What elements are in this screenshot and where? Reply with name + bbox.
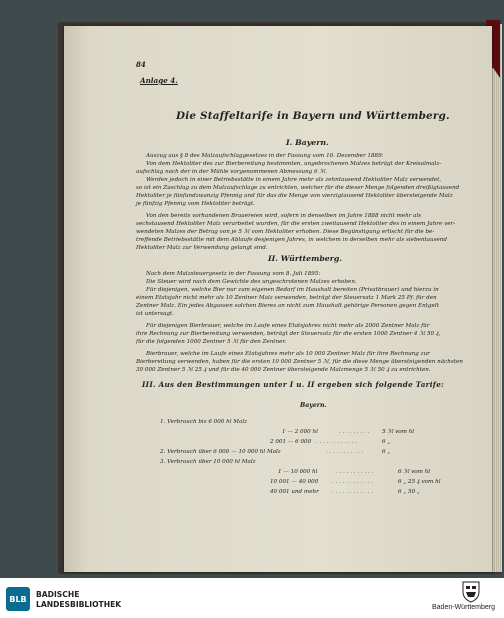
- book-page: [64, 26, 492, 572]
- table-leader: . . . . . . . . . . .: [326, 449, 364, 455]
- text-line: Die Steuer wird nach dem Gewichte des ungeschrotenen Malzes erhoben.: [146, 279, 357, 285]
- table-leader: . . . . . . . . . . . .: [332, 479, 373, 485]
- text-line: Zentner Malz. Ein jedes Abgassen solchen Bieres an nicht zum Haushalt gehörige Personen gegen Entgelt: [136, 303, 439, 309]
- table-row-label: 3. Verbrauch über 10 000 hl Malz: [160, 459, 256, 465]
- table-leader: . . . . . . . . . . . .: [332, 489, 373, 495]
- text-line: wendeten Malzes der Betrag von je 5 ℳ vom Hektoliter erhoben. Diese Begünstigung erlischt für die be-: [136, 229, 435, 235]
- text-line: Hektoliter Malz zur Verwendung gelangt sind.: [136, 245, 268, 251]
- appendix-label: Anlage 4.: [140, 76, 178, 85]
- page-edges: [492, 24, 502, 572]
- section-heading-tarife: III. Aus den Bestimmungen unter I u. II ergeben sich folgende Tarife:: [142, 380, 445, 389]
- text-line: Auszug aus § 8 des Malzaufschlaggesetzes in der Fassung vom 10. Dezember 1889:: [146, 153, 384, 159]
- text-line: je fünfzig Pfennig vom Hektoliter beträgt.: [136, 201, 255, 207]
- text-line: so ist ein Zuschlag zu dem Malzaufschlage zu entrichten, welcher für die dieser Menge folgenden dreißigtausend: [136, 185, 460, 191]
- text-line: Nach dem Malzsteuergesetz in der Fassung vom 8. Juli 1895:: [146, 271, 321, 277]
- table-row-value: 6 „: [382, 449, 391, 455]
- library-name-line2: LANDESBIBLIOTHEK: [36, 600, 122, 609]
- text-line: sechstausend Hektoliter Malz verarbeitet wurden, für die ersten zweitausend Hektoliter des in einem Jahre ver-: [136, 221, 456, 227]
- table-leader: . . . . . . . . . . . .: [316, 439, 357, 445]
- page-number: 84: [136, 60, 146, 69]
- section-heading-bayern: I. Bayern.: [286, 138, 329, 147]
- table-leader: . . . . . . . . .: [339, 429, 370, 435]
- state-label: Baden-Württemberg: [432, 604, 496, 611]
- blb-logo[interactable]: [6, 587, 30, 611]
- table-row-label: 2 001 — 6 000: [270, 439, 312, 445]
- table-row-value: 6 „ 50 „: [398, 489, 420, 495]
- text-line: Für diejenigen, welche Bier nur zum eigenen Bedarf im Haushalt bereiten (Privatbrauer) und hierzu in: [146, 287, 439, 293]
- table-row-label: 1 — 10 000 hl: [278, 469, 318, 475]
- text-line: Für diejenigen Bierbrauer, welche im Laufe eines Etatsjahres nicht mehr als 2000 Zentner Malz für: [146, 323, 430, 329]
- table-row-label: 1. Verbrauch bis 6 000 hl Malz: [160, 419, 248, 425]
- library-footer: [0, 578, 504, 618]
- text-line: Werden jedoch in einer Betriebsstätte in einem Jahre mehr als zehntausend Hektoliter Malz verwendet,: [146, 177, 442, 183]
- page-title: Die Staffeltarife in Bayern und Württemberg.: [176, 110, 450, 122]
- text-line: ihre Rechnung zur Bierbereitung verwenden, beträgt der Steuersatz für die ersten 1000 Zentner 4 ℳ 50 ₰,: [136, 331, 441, 337]
- text-line: für die folgenden 1000 Zentner 5 ℳ für den Zentner.: [136, 339, 287, 345]
- table-row-value: 6 „ 25 ₰ vom hl: [398, 479, 441, 485]
- text-line: treffende Betriebsstätte mit dem Ablaufe desjenigen Jahres, in welchem in derselben mehr als siebentausend: [136, 237, 447, 243]
- logo-text: BLB: [9, 594, 27, 604]
- table-row-label: 10 001 — 40 000: [270, 479, 319, 485]
- table-leader: . . . . . . . . . . .: [336, 469, 374, 475]
- table-row-label: 2. Verbrauch über 6 000 — 10 000 hl Malz: [160, 449, 281, 455]
- text-line: Bierbereitung verwenden, haben für die ersten 10 000 Zentner 5 ℳ, für die diese Menge übersteigenden nächsten: [136, 359, 463, 365]
- text-line: einem Etatsjahr nicht mehr als 10 Zentner Malz verwenden, beträgt der Steuersatz 1 Mark 25 Pf. für den: [136, 295, 437, 301]
- text-line: Bierbrauer, welche im Laufe eines Etatsjahres mehr als 10 000 Zentner Malz für ihre Rechnung zur: [146, 351, 430, 357]
- table-row-value: 6 „: [382, 439, 391, 445]
- table-row-value: 6 ℳ vom hl: [398, 469, 431, 475]
- library-name-line1: BADISCHE: [36, 590, 80, 599]
- text-line: Von den bereits vorhandenen Brauereien wird, sofern in denselben im Jahre 1888 nicht mehr als: [146, 213, 422, 219]
- section-heading-wuerttemberg: II. Württemberg.: [268, 254, 343, 263]
- coat-of-arms-icon: [462, 581, 480, 603]
- text-line: ist untersagt.: [136, 311, 174, 317]
- table-row-label: 1 — 2 000 hl: [282, 429, 318, 435]
- table-row-value: 5 ℳ vom hl: [382, 429, 415, 435]
- table-subheading: Bayern.: [300, 402, 327, 409]
- table-row-label: 40 001 und mehr: [270, 489, 319, 495]
- text-line: Hektoliter je fünfundzwanzig Pfennig und für das die Menge von vierzigtausend Hektoliter übersteigende Malz: [136, 193, 453, 199]
- text-line: 30 000 Zentner 5 ℳ 25 ₰ und für die 40 000 Zentner übersteigende Malzmenge 5 ℳ 50 ₰ zu entrichten.: [136, 367, 431, 373]
- text-line: aufschlag nach der in der Mühle vorgenommenen Abmessung 6 ℳ.: [136, 169, 328, 175]
- text-line: Von dem Hektoliter des zur Bierbereitung bestimmten, ungebrochenen Malzes beträgt der Kreisalmalz-: [146, 161, 442, 167]
